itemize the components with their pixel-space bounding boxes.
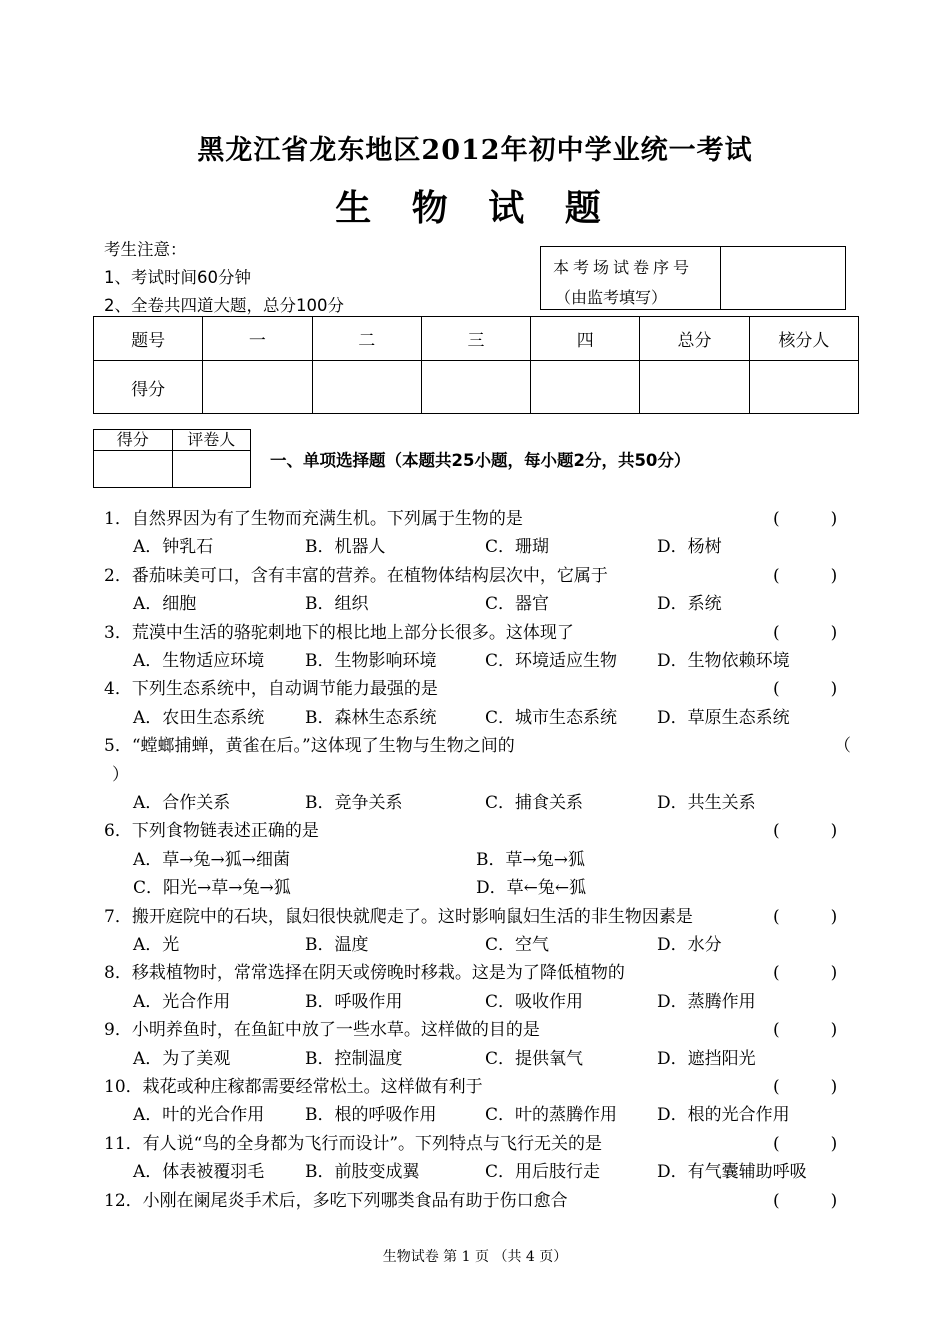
answer-paren: ( ) (773, 509, 838, 529)
option-a: A．为了美观 (133, 1048, 231, 1069)
option-c: C．提供氧气 (485, 1048, 584, 1069)
option-b: B．前肢变成翼 (305, 1162, 420, 1183)
option-c: C．叶的蒸腾作用 (485, 1105, 618, 1126)
score-header-cell: 题号 (94, 317, 203, 361)
score-header-cell: 一 (203, 317, 312, 361)
answer-paren: ( ) (773, 679, 838, 700)
answer-paren: ( ) (773, 1077, 838, 1097)
option-d: D．共生关系 (657, 793, 756, 813)
question-text: 2．番茄味美可口，含有丰富的营养。在植物体结构层次中，它属于 (104, 565, 608, 586)
option-c: C．吸收作用 (485, 991, 584, 1012)
answer-paren: ( ) (773, 963, 838, 984)
question-text: 5．“螳螂捕蝉，黄雀在后。”这体现了生物与生物之间的 (104, 736, 515, 757)
option-d: D．草←兔←狐 (476, 878, 587, 899)
option-a: A．叶的光合作用 (133, 1105, 265, 1126)
option-b: B．控制温度 (305, 1048, 403, 1069)
option-a: A．钟乳石 (133, 537, 214, 558)
option-c: C．捕食关系 (485, 793, 584, 813)
option-a: A．生物适应环境 (133, 651, 265, 671)
question-text: 9．小明养鱼时，在鱼缸中放了一些水草。这样做的目的是 (104, 1020, 540, 1041)
notice-heading: 考生注意： (104, 240, 187, 259)
answer-paren: ( ) (773, 906, 838, 927)
section-score-header: 得分 (94, 430, 173, 451)
answer-paren: ( ) (773, 1020, 838, 1041)
option-d: D．蒸腾作用 (657, 991, 756, 1012)
answer-paren: ( ) (773, 622, 838, 643)
option-a: A．光 (133, 935, 180, 955)
score-table (93, 316, 859, 414)
option-a: A．农田生态系统 (133, 707, 265, 728)
option-b: B．温度 (305, 935, 369, 955)
score-table-header-row (94, 317, 859, 361)
option-c: C．用后肢行走 (485, 1162, 601, 1183)
option-d: D．草原生态系统 (657, 707, 790, 728)
serial-number-box (540, 246, 846, 310)
score-cell (749, 361, 858, 414)
option-d: D．遮挡阳光 (657, 1048, 756, 1069)
question-text: 12．小刚在阑尾炎手术后，多吃下列哪类食品有助于伤口愈合 (104, 1190, 568, 1211)
option-c: C．空气 (485, 935, 550, 955)
score-cell (312, 361, 421, 414)
option-d: D．系统 (657, 594, 722, 615)
score-table-score-row (94, 361, 859, 414)
section-score-box (93, 429, 251, 488)
score-header-cell: 三 (421, 317, 530, 361)
question-text: 7．搬开庭院中的石块，鼠妇很快就爬走了。这时影响鼠妇生活的非生物因素是 (104, 906, 693, 927)
option-c: C．器官 (485, 594, 550, 615)
question-text: 4．下列生态系统中，自动调节能力最强的是 (104, 679, 438, 700)
answer-paren: ） (112, 764, 129, 785)
section-score-cell (94, 451, 173, 488)
question-text: 8．移栽植物时，常常选择在阴天或傍晚时移栽。这是为了降低植物的 (104, 963, 625, 984)
option-c: C．环境适应生物 (485, 651, 618, 671)
option-a: A．体表被覆羽毛 (133, 1162, 265, 1183)
score-cell (531, 361, 640, 414)
option-d: D．根的光合作用 (657, 1105, 790, 1126)
answer-paren: ( ) (773, 1133, 838, 1154)
option-d: D．有气囊辅助呼吸 (657, 1162, 807, 1183)
question-text: 3．荒漠中生活的骆驼刺地下的根比地上部分长很多。这体现了 (104, 622, 574, 643)
answer-paren: ( ) (773, 1190, 838, 1211)
score-header-cell: 二 (312, 317, 421, 361)
score-cell (203, 361, 312, 414)
option-d: D．杨树 (657, 537, 722, 558)
notice-item-time: 1、考试时间60分钟 (104, 268, 251, 287)
exam-title: 黑龙江省龙东地区2012年初中学业统一考试 (197, 135, 753, 166)
serial-label-line2: （由监考填写） (555, 288, 668, 307)
answer-paren: ( ) (773, 565, 838, 586)
option-c: C．珊瑚 (485, 537, 550, 558)
answer-paren: （ (834, 736, 851, 757)
question-text: 1．自然界因为有了生物而充满生机。下列属于生物的是 (104, 509, 523, 529)
question-text: 10．栽花或种庄稼都需要经常松土。这样做有利于 (104, 1077, 483, 1097)
score-header-cell: 总分 (640, 317, 749, 361)
score-header-cell: 四 (531, 317, 640, 361)
score-cell (421, 361, 530, 414)
option-a: A．草→兔→狐→细菌 (133, 849, 291, 870)
section-grader-cell (172, 451, 251, 488)
score-header-cell: 核分人 (749, 317, 858, 361)
question-text: 6．下列食物链表述正确的是 (104, 821, 319, 842)
serial-label-line1: 本考场试卷序号 (553, 258, 694, 277)
option-b: B．生物影响环境 (305, 651, 437, 671)
option-c: C．城市生态系统 (485, 707, 618, 728)
option-b: B．呼吸作用 (305, 991, 403, 1012)
serial-number-label (541, 247, 721, 309)
option-d: D．水分 (657, 935, 722, 955)
section-title: 一、单项选择题（本题共25小题，每小题2分，共50分） (270, 451, 691, 470)
option-b: B．机器人 (305, 537, 386, 558)
option-b: B．草→兔→狐 (476, 849, 585, 870)
option-c: C．阳光→草→兔→狐 (133, 878, 291, 899)
option-b: B．组织 (305, 594, 369, 615)
score-row-label: 得分 (94, 361, 203, 414)
answer-paren: ( ) (773, 821, 838, 842)
option-b: B．森林生态系统 (305, 707, 437, 728)
option-a: A．合作关系 (133, 793, 231, 813)
option-b: B．根的呼吸作用 (305, 1105, 437, 1126)
notice-item-total: 2、全卷共四道大题，总分100分 (104, 296, 344, 315)
page-footer: 生物试卷 第 1 页 （共 4 页） (382, 1249, 568, 1265)
score-cell (640, 361, 749, 414)
option-a: A．光合作用 (133, 991, 231, 1012)
question-text: 11．有人说“鸟的全身都为飞行而设计”。下列特点与飞行无关的是 (104, 1133, 603, 1154)
option-a: A．细胞 (133, 594, 197, 615)
section-grader-header: 评卷人 (172, 430, 251, 451)
exam-subject-title: 生 物 试 题 (335, 188, 615, 229)
option-d: D．生物依赖环境 (657, 651, 790, 671)
option-b: B．竞争关系 (305, 793, 403, 813)
